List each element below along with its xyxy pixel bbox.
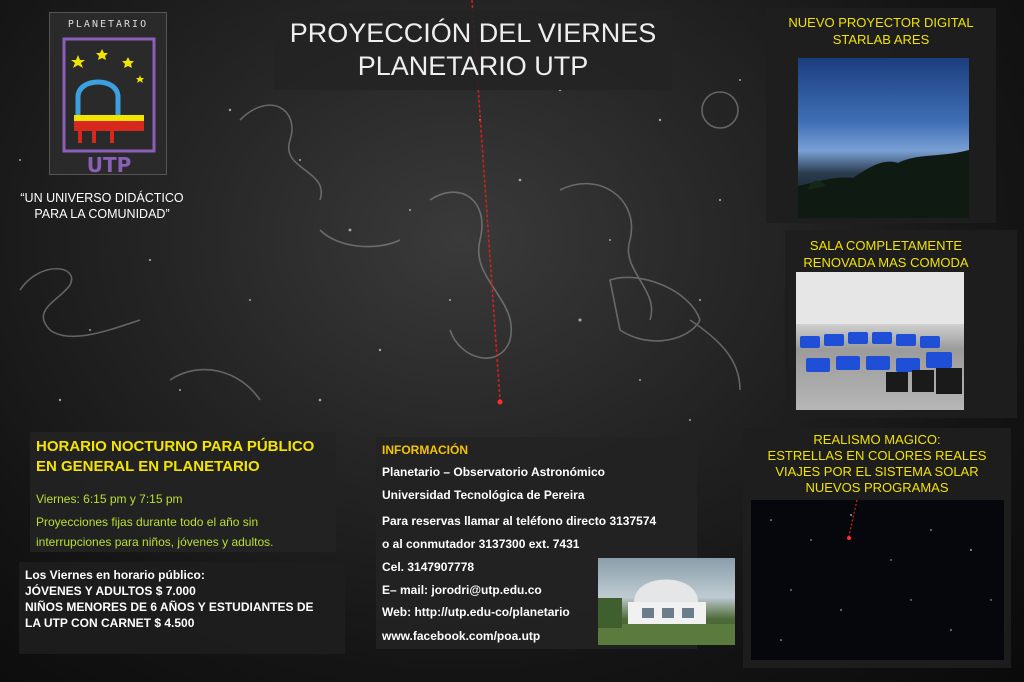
info-line-1: Planetario – Observatorio Astronómico (382, 465, 605, 479)
slogan (4, 190, 200, 228)
slogan-line-2: PARA LA COMUNIDAD” (34, 207, 170, 221)
logo-top-text: PLANETARIO (67, 19, 149, 30)
prices-line-2: JÓVENES Y ADULTOS $ 7.000 (25, 584, 196, 598)
title-line-2: PLANETARIO UTP (357, 51, 589, 81)
prices-line-1: Los Viernes en horario público: (25, 568, 205, 582)
projector-caption (766, 14, 996, 48)
info-line-3: Para reservas llamar al teléfono directo 3137574 (382, 514, 657, 528)
realism-caption-line-4: NUEVOS PROGRAMAS (805, 480, 949, 495)
info-title: INFORMACIÓN (382, 443, 468, 457)
room-caption-line-1: SALA COMPLETAMENTE (809, 238, 963, 253)
projector-dome-photo (798, 58, 969, 218)
observatory-dome-image (598, 558, 735, 645)
mountain-silhouette-image (798, 58, 969, 218)
realism-caption (743, 432, 1011, 496)
slogan-line-1: “UN UNIVERSO DIDÁCTICO (20, 191, 184, 205)
web-link[interactable]: Web: http://utp.edu-co/planetario (382, 605, 570, 619)
room-caption (785, 237, 987, 271)
title-line-1: PROYECCIÓN DEL VIERNES (289, 18, 657, 48)
info-line-2: Universidad Tecnológica de Pereira (382, 488, 585, 502)
schedule-title-line-2: EN GENERAL EN PLANETARIO (36, 458, 260, 475)
starry-sky-image (751, 500, 1004, 660)
observatory-building-photo (598, 558, 735, 645)
realism-caption-line-3: VIAJES POR EL SISTEMA SOLAR (775, 464, 979, 479)
schedule-times: Viernes: 6:15 pm y 7:15 pm (36, 492, 183, 506)
schedule-note-line-2: interrupciones para niños, jóvenes y adultos. (36, 535, 274, 549)
renovated-room-photo (796, 272, 964, 410)
schedule-note (36, 512, 332, 552)
observatory-logo-icon (60, 35, 158, 153)
projector-caption-line-1: NUEVO PROYECTOR DIGITAL (788, 15, 974, 30)
email-link[interactable]: E– mail: jorodri@utp.edu.co (382, 583, 542, 597)
realism-caption-line-1: REALISMO MAGICO: (813, 432, 941, 447)
room-caption-line-2: RENOVADA MAS COMODA (803, 255, 969, 270)
info-line-4: o al conmutador 3137300 ext. 7431 (382, 537, 580, 551)
logo-bottom-text: UTP (86, 153, 132, 177)
schedule-title-line-1: HORARIO NOCTURNO PARA PÚBLICO (36, 438, 315, 455)
facebook-link[interactable]: www.facebook.com/poa.utp (382, 629, 541, 643)
starry-sky-photo (751, 500, 1004, 660)
seats-image (796, 272, 964, 410)
realism-caption-line-2: ESTRELLAS EN COLORES REALES (767, 448, 987, 463)
schedule-note-line-1: Proyecciones fijas durante todo el año sin (36, 515, 259, 529)
planetario-utp-logo (49, 12, 167, 175)
projector-caption-line-2: STARLAB ARES (832, 32, 930, 47)
schedule-title (36, 437, 336, 477)
prices-line-4: LA UTP CON CARNET $ 4.500 (25, 616, 195, 630)
page-title (274, 10, 672, 90)
prices-text (25, 567, 343, 631)
info-line-5: Cel. 3147907778 (382, 560, 475, 574)
prices-line-3: NIÑOS MENORES DE 6 AÑOS Y ESTUDIANTES DE (25, 600, 314, 614)
